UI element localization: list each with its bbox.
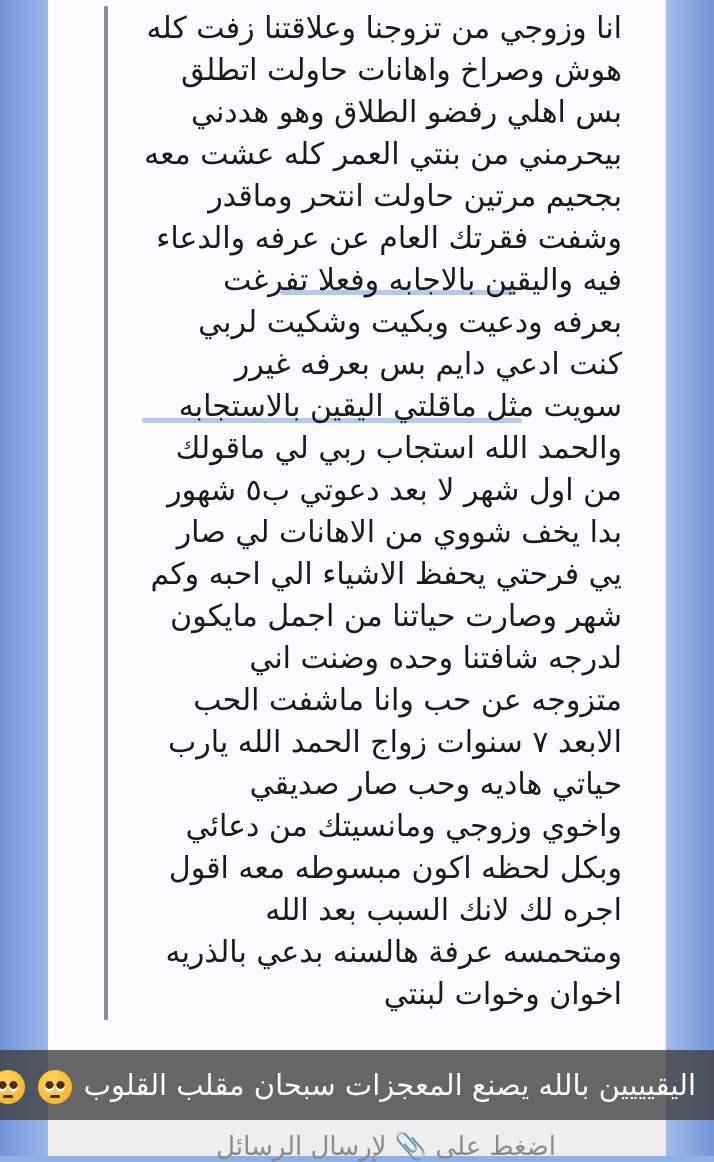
message-line: سويت مثل ماقلتي اليقين بالاستجابه <box>178 389 622 424</box>
message-line: بعرفه ودعيت وبكيت وشكيت لربي <box>198 305 622 340</box>
caption-text: اليقيييين بالله يصنع المعجزات سبحان مقلب القلوب <box>83 1068 696 1102</box>
message-line: متزوجه عن حب وانا ماشفت الحب <box>193 683 622 718</box>
message-line: من اول شهر لا بعد دعوتي ب٥ شهور <box>167 473 622 508</box>
message-line: شهر وصارت حياتنا من اجمل مايكون <box>170 599 622 634</box>
message-line: كنت ادعي دايم بس بعرفه غيرر <box>234 347 622 382</box>
input-hint: اضغط على 📎 لإرسال الرسائل <box>216 1132 556 1162</box>
caption-bar <box>0 1050 714 1120</box>
message-line: ومتحمسه عرفة هالسنه بدعي بالذريه <box>165 935 622 970</box>
left-background-panel <box>0 0 48 1156</box>
message-line: بدا يخف شووي من الاهانات لي صار <box>176 515 622 550</box>
message-line: اجره لك لانك السبب بعد الله <box>265 893 622 928</box>
message-line: الابعد ٧ سنوات زواج الحمد الله يارب <box>168 725 622 760</box>
message-line: اخوان وخوات لبنتي <box>383 977 622 1012</box>
message-line: انا وزوجي من تزوجنا وعلاقتنا زفت كله <box>146 11 622 46</box>
quoted-message <box>116 8 622 1022</box>
message-line: هوش وصراخ واهانات حاولت اتطلق <box>181 53 622 88</box>
message-line: وشفت فقرتك العام عن عرفه والدعاء <box>156 221 622 256</box>
message-line: واخوي وزوجي ومانسيتك من دعائي <box>185 809 622 844</box>
message-line: بس اهلي رفضو الطلاق وهو هددني <box>190 95 622 130</box>
message-line: حياتي هاديه وحب صار صديقي <box>249 767 622 802</box>
message-input-bar[interactable] <box>48 1120 666 1162</box>
quote-bar <box>104 6 108 1020</box>
right-background-panel <box>666 0 714 1156</box>
message-line: بجحيم مرتين حاولت انتحر وماقدر <box>208 179 622 214</box>
pleading-face-icon <box>0 1070 25 1104</box>
message-line: لدرجه شافتنا وحده وضنت اني <box>249 641 622 676</box>
message-line: يي فرحتي يحفظ الاشياء الي احبه وكم <box>150 557 622 592</box>
message-line: بيحرمني من بنتي العمر كله عشت معه <box>144 137 622 172</box>
message-line: وبكل لحظه اكون مبسوطه معه اقول <box>168 851 622 886</box>
caption <box>0 1050 696 1120</box>
message-line: فيه واليقين بالاجابه وفعلا تفرغت <box>223 263 622 298</box>
message-line: والحمد الله استجاب ربي لي ماقولك <box>175 431 622 466</box>
pleading-face-icon <box>38 1070 72 1104</box>
